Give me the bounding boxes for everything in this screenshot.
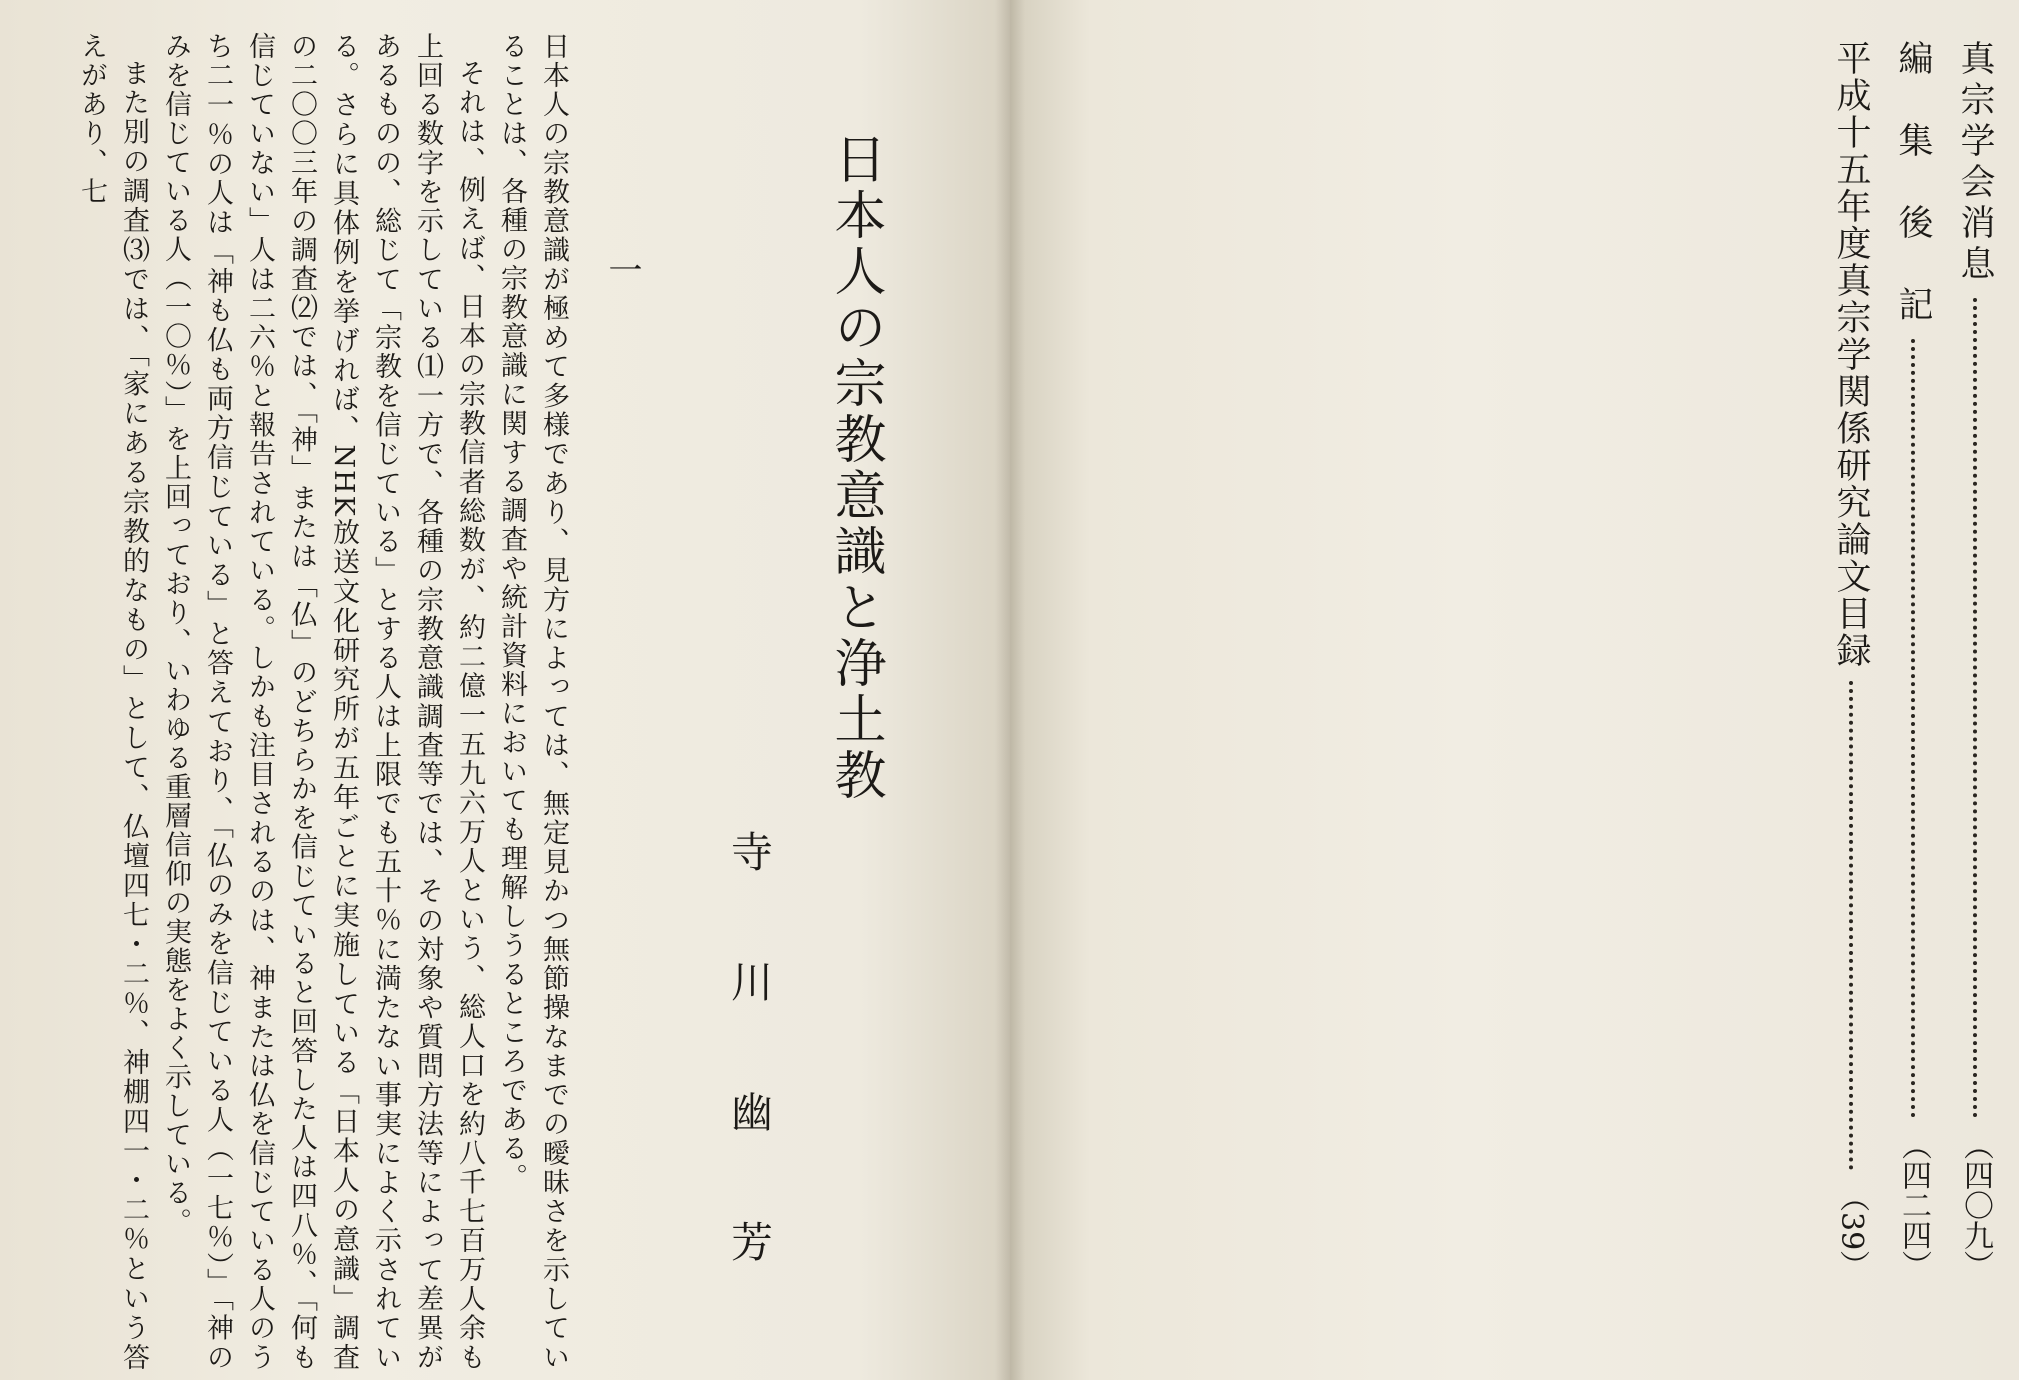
article-title: 日本人の宗教意識と浄土教	[825, 132, 885, 804]
author-name	[722, 820, 782, 1270]
author-char: 芳	[730, 1218, 773, 1267]
article-body	[70, 32, 574, 1372]
toc-entry-title: 編 集 後 記	[1893, 40, 1933, 327]
book-gutter	[995, 0, 1025, 1380]
body-paragraph-2: それは、例えば、日本の宗教信者総数が、約二億一五九六万人という、総人口を約八千七百万人余も上回る数字を示している⑴一方で、各種の宗教意識調査等では、その対象や質問方法等によって差異があるものの、総じて「宗教を信じている」とする人は上限でも五十％に満たない事実によく示されている。さらに具体例を挙げれば、NHK放送文化研究所が五年ごとに実施している「日本人の意識」調査の二〇〇三年の調査⑵では、「神」または「仏」のどちらかを信じていると回答した人は四八％、「何も信じていない」人は二六％と報告されている。しかも注目されるのは、神または仏を信じている人のうち二一％の人は「神も仏も両方信じている」と答えており、「仏のみを信じている人（一七％）」「神のみを信じている人（一〇％）」を上回っており、いわゆる重層信仰の実態をよく示している。	[160, 32, 485, 1372]
toc-entry[interactable]	[1826, 40, 1876, 1280]
author-char: 幽	[730, 1088, 773, 1137]
right-page	[1010, 0, 2019, 1380]
body-paragraph-1: 日本人の宗教意識が極めて多様であり、見方によっては、無定見かつ無節操なまでの曖昧さを示していることは、各種の宗教意識に関する調査や統計資料においても理解しうるところである。	[496, 32, 569, 1372]
toc-entry[interactable]	[1950, 40, 2000, 1280]
toc-page-number: （39）	[1834, 1181, 1869, 1280]
body-paragraph-3: また別の調査⑶では、「家にある宗教的なもの」として、仏壇四七・二％、神棚四一・二％という答えがあり、七	[76, 32, 149, 1372]
toc-dot-leader	[1849, 681, 1853, 1170]
section-number: 一	[602, 252, 642, 286]
toc-entry-title: 平成十五年度真宗学関係研究論文目録	[1831, 40, 1871, 669]
toc-page-number: （四〇九）	[1958, 1130, 1993, 1280]
toc-dot-leader	[1973, 298, 1977, 1118]
toc-entry-title: 真宗学会消息	[1955, 40, 1995, 286]
toc-page-number: （四二四）	[1896, 1130, 1931, 1280]
author-char: 川	[730, 958, 773, 1007]
toc-dot-leader	[1911, 339, 1915, 1118]
toc-entry[interactable]	[1888, 40, 1938, 1280]
author-char: 寺	[730, 828, 773, 877]
